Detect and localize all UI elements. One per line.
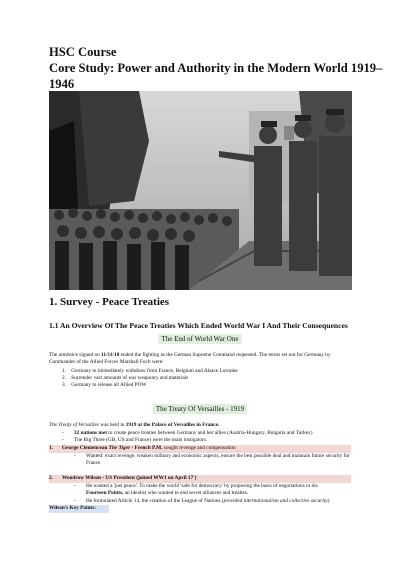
wilson-point: He wanted a 'just peace'. To make the world 'safe for democracy' by proposing the basis of negotiations in his Fourteen Points, an idealist who wanted to end secret alliances and treaties.: [86, 483, 318, 497]
core-study-title: Core Study: Power and Authority in the Modern World 1919–1946: [49, 61, 383, 91]
section-title-overview: 1.1 An Overview Of The Peace Treaties Which Ended World War I And Their Consequences: [49, 321, 348, 330]
bullet-marker: -: [74, 498, 76, 504]
list-item: 1. Germany to immediately withdraw from France, Belgium and Alsace Lorraine: [62, 368, 238, 374]
section-title-survey: 1. Survey - Peace Treaties: [49, 296, 170, 308]
list-item: 2. Surrender vast amounts of war weaponry and materials: [62, 375, 189, 381]
wilson-key-points-label: Wilson's Key Points:: [49, 505, 96, 511]
versailles-paragraph: The Treaty of Versailles was held in 1919 at the Palace of Versailles in France.: [49, 422, 220, 428]
list-number: 2.: [49, 475, 53, 481]
bullet-marker: -: [74, 453, 76, 459]
list-item: The Big Three (GB, US and France) were the main instigators.: [74, 437, 208, 443]
historical-photo: [49, 91, 352, 290]
document-header: [49, 44, 400, 92]
banner-treaty-of-versailles: The Treaty Of Versailles - 1919: [153, 404, 247, 414]
armistice-date: 11/11/18: [101, 352, 120, 358]
bullet-marker: -: [62, 430, 64, 436]
banner-end-of-war: The End of World War One: [159, 334, 242, 344]
armistice-paragraph: The armistice signed on 11/11/18 ended the fighting as the German Supreme Command requested. The terms set out for Germany by Commander of the Allied Forces Marshall Foch were:: [49, 352, 331, 366]
course-title: HSC Course: [49, 45, 117, 59]
wilson-heading: Woodrow Wilson - US President (joined WW1 on April 17'): [62, 475, 197, 481]
list-item: 32 nations met to create peace treaties between Germany and her allies (Austria-Hungary, Bulgaria and Turkey): [74, 430, 313, 436]
wilson-point: He formulated Article 14, the creation of the League of Nations (provided internationalism and collective security): [86, 498, 330, 504]
clemenceau-aims: Wanted: exact revenge, weaken military and economic aspects, ensure the best possible deal and maintain future security for France: [86, 453, 350, 467]
photo-illustration: [49, 91, 352, 290]
bullet-marker: -: [62, 437, 64, 443]
list-number: 1.: [49, 445, 53, 451]
clemenceau-heading: George Clemenceau The Tiger - French P.M. sought revenge and compensation: [62, 445, 236, 451]
list-item: 3. Germany to release all Allied POW: [62, 382, 147, 388]
bullet-marker: -: [74, 483, 76, 489]
